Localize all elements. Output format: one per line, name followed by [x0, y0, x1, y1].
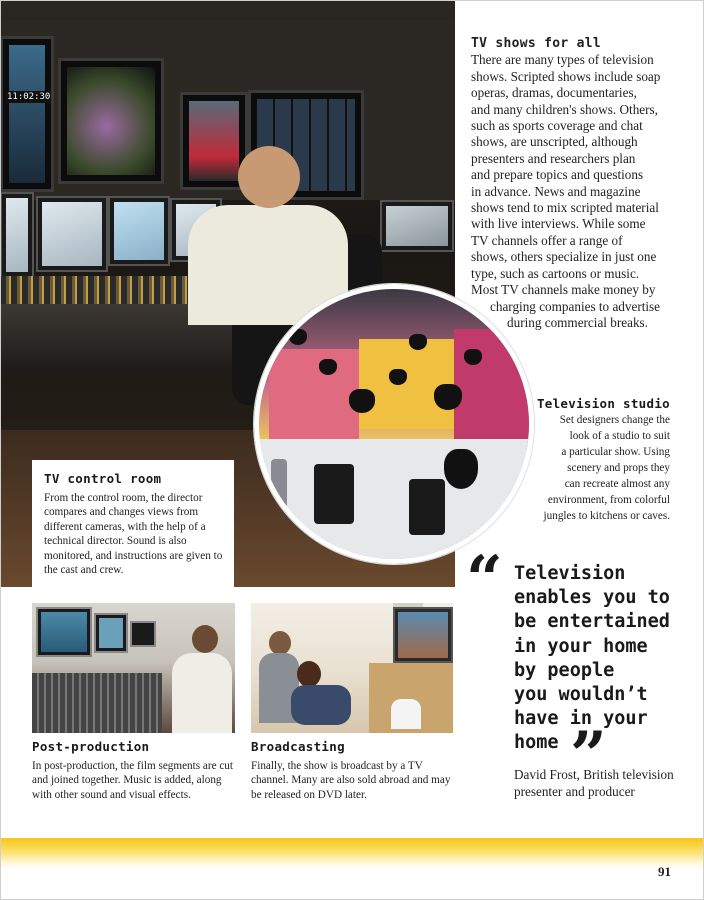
post-production-caption — [32, 740, 237, 802]
viewer-head — [269, 631, 291, 655]
caption-line: look of a studio to suit — [569, 430, 670, 442]
caption-line: Set designers change the — [559, 414, 670, 426]
quote-line: have in your — [514, 708, 648, 730]
main-line: with live interviews. While some — [471, 216, 646, 232]
main-line: charging companies to advertise — [490, 298, 661, 314]
post-production-text: In post-production, the film segments are cut and joined together. Music is added, along with other sound and visual effects. — [32, 759, 234, 801]
quote-line: you wouldn’t — [514, 684, 648, 706]
camera — [314, 464, 354, 524]
quote-line: by people — [514, 659, 615, 681]
studio-light — [349, 389, 375, 413]
editing-monitor — [94, 613, 128, 653]
broadcasting-photo — [251, 603, 453, 733]
main-line: and prepare topics and questions — [471, 167, 644, 183]
main-line: There are many types of television — [471, 52, 654, 68]
control-room-text: From the control room, the director compares and changes views from different cameras, with the help of a technical director. Sound is also monitored, and instructions are given to the cast and crew. — [44, 491, 223, 576]
main-line: shows, are unscripted, although — [471, 134, 638, 150]
quote-line: in your home — [514, 635, 648, 657]
studio-light — [409, 334, 427, 350]
caption-line: can recreate almost any — [564, 478, 670, 490]
studio-light — [434, 384, 462, 410]
control-room-caption-box — [32, 460, 234, 587]
studio-light — [389, 369, 407, 385]
desk-monitor — [108, 196, 170, 266]
main-line: operas, dramas, documentaries, — [471, 85, 637, 101]
operator-head — [238, 146, 300, 208]
main-line: in advance. News and magazine — [471, 183, 641, 199]
main-line: Most TV channels make money by — [471, 282, 656, 298]
editing-monitor — [130, 621, 156, 647]
main-line: presenters and researchers plan — [471, 150, 636, 166]
quote-attribution — [514, 766, 684, 800]
studio-light — [444, 449, 478, 489]
broadcasting-caption — [251, 740, 456, 802]
main-line: TV channels offer a range of — [471, 232, 623, 248]
monitor — [58, 58, 164, 184]
footer-band — [0, 838, 704, 868]
person — [271, 459, 287, 509]
editor-head — [192, 625, 218, 653]
mixing-desk — [32, 673, 162, 733]
attribution-line: David Frost, British television — [514, 767, 674, 782]
caption-line: environment, from colorful — [547, 494, 670, 506]
main-line: shows, others specialize in just one — [471, 249, 657, 265]
main-line: type, such as cartoons or music. — [471, 265, 640, 281]
studio-caption — [520, 396, 670, 524]
caption-line: a particular show. Using — [561, 446, 670, 458]
main-line: shows tend to mix scripted material — [471, 200, 659, 216]
quote-line: home — [514, 732, 559, 754]
quote-line: enables you to — [514, 587, 670, 609]
caption-line: scenery and props they — [567, 462, 670, 474]
studio-caption-title: Television studio — [536, 396, 670, 411]
desk-monitor — [380, 200, 454, 252]
desk-monitor — [0, 192, 34, 278]
quote-line: Television — [514, 563, 626, 584]
monitor-clock: 11:02:30 — [7, 92, 51, 102]
main-title: TV shows for all — [471, 36, 602, 51]
caption-line: jungles to kitchens or caves. — [543, 510, 670, 522]
main-article — [471, 36, 671, 331]
main-line: during commercial breaks. — [507, 314, 648, 330]
control-room-title: TV control room — [44, 471, 162, 486]
television-set — [393, 607, 453, 663]
broadcasting-text: Finally, the show is broadcast by a TV channel. Many are also sold abroad and may be released on DVD later. — [251, 759, 451, 801]
close-quote-mark: ” — [570, 718, 607, 793]
control-room-caption — [44, 472, 224, 578]
camera — [409, 479, 445, 535]
attribution-line: presenter and producer — [514, 784, 635, 799]
studio-light — [464, 349, 482, 365]
post-production-photo — [32, 603, 235, 733]
post-production-title: Post-production — [32, 739, 150, 754]
page-number: 91 — [658, 864, 671, 879]
main-line: and many children's shows. Others, — [471, 101, 658, 117]
main-line: such as sports coverage and chat — [471, 118, 643, 134]
viewer-body — [291, 685, 351, 725]
quote-line: be entertained — [514, 611, 670, 633]
editor-body — [172, 653, 232, 733]
studio-light — [319, 359, 337, 375]
monitor — [0, 36, 54, 192]
editing-monitor — [36, 607, 92, 657]
child-viewer — [391, 699, 421, 729]
desk-monitor — [36, 196, 108, 272]
main-line: shows. Scripted shows include soap — [471, 68, 661, 84]
studio-light — [289, 329, 307, 345]
open-quote-mark: “ — [466, 542, 503, 617]
broadcasting-title: Broadcasting — [251, 739, 345, 754]
viewer-head — [297, 661, 321, 687]
